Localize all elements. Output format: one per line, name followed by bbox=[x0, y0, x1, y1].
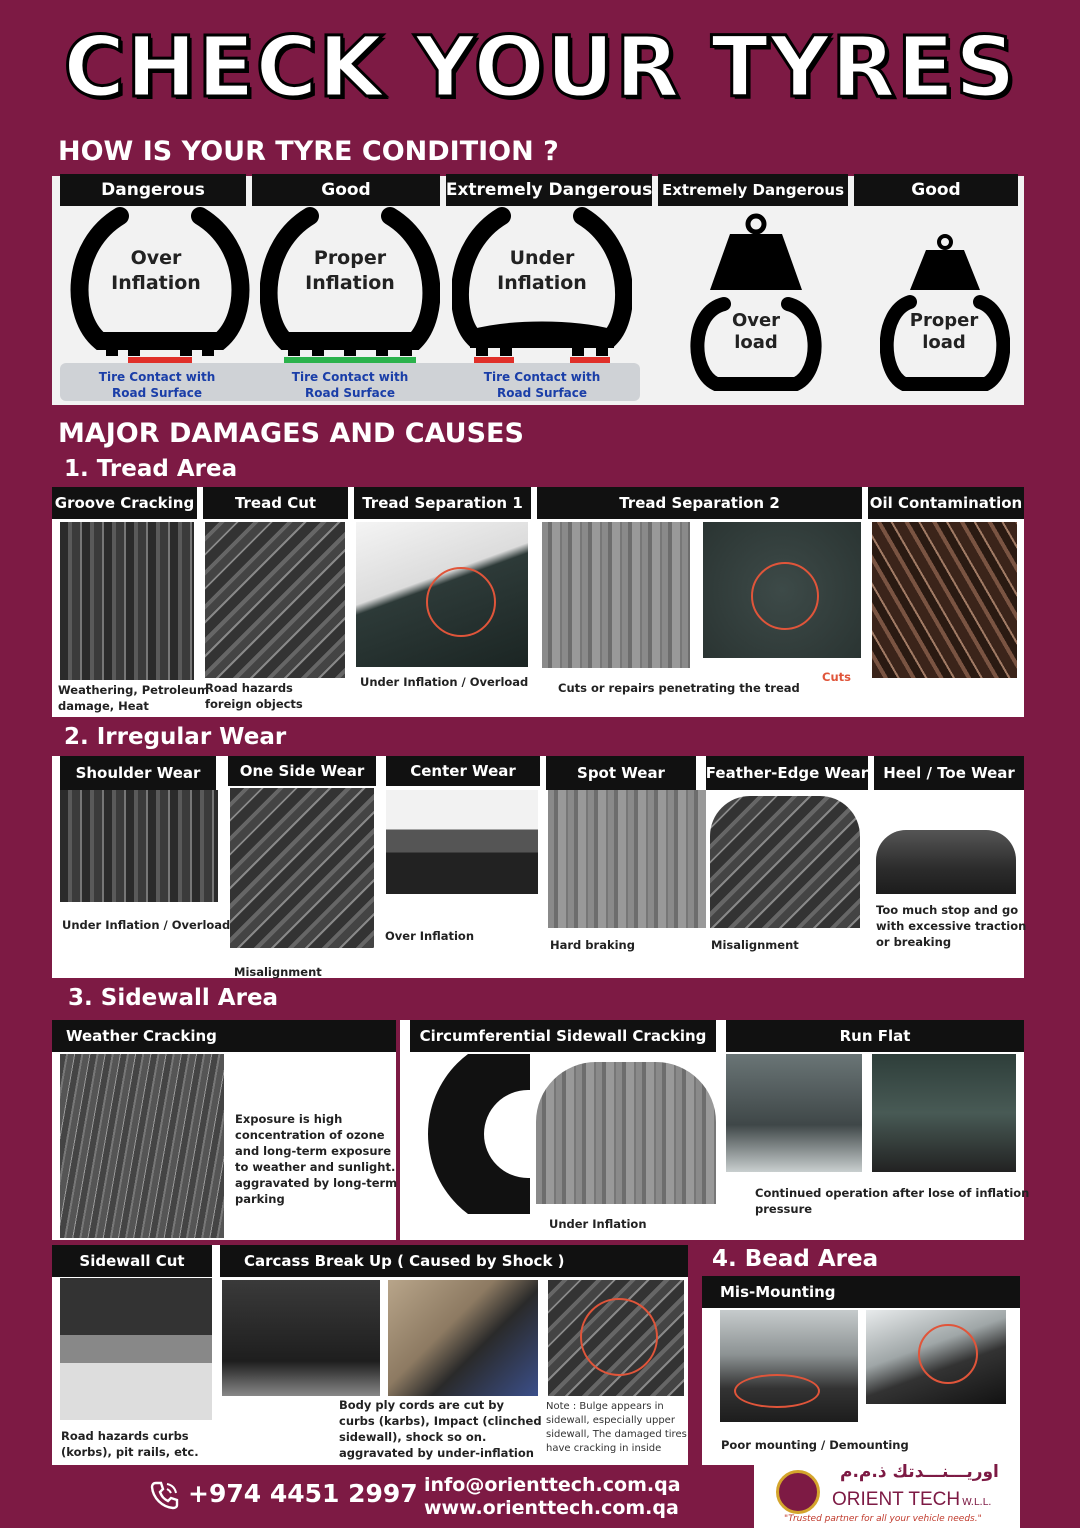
run-flat-photo-a bbox=[726, 1054, 862, 1172]
condition-status-under-inflation: Extremely Dangerous bbox=[446, 174, 652, 206]
weather-cracking-cause-4: to weather and sunlight. bbox=[235, 1160, 396, 1174]
carcass-photo-b bbox=[388, 1280, 538, 1396]
tread-cut-photo bbox=[205, 522, 345, 678]
weather-cracking-cause-5: aggravated by long-term bbox=[235, 1176, 398, 1190]
shoulder-wear-photo bbox=[60, 790, 218, 902]
contact-label-2a: Tire Contact with bbox=[291, 370, 409, 384]
label-feather-edge-wear: Feather-Edge Wear bbox=[706, 756, 868, 790]
under-inflation-line1: Under bbox=[509, 247, 575, 269]
contact-label-3b: Road Surface bbox=[496, 386, 588, 400]
label-tread-separation-2: Tread Separation 2 bbox=[537, 487, 862, 519]
footer-email[interactable]: info@orienttech.com.qa bbox=[424, 1474, 681, 1496]
weather-cracking-cause-3: and long-term exposure bbox=[235, 1144, 392, 1158]
irregular-heading: 2. Irregular Wear bbox=[64, 724, 287, 750]
feather-edge-wear-photo bbox=[710, 796, 860, 928]
tread-separation-2-photo-b bbox=[703, 522, 861, 658]
label-shoulder-wear: Shoulder Wear bbox=[60, 756, 216, 790]
label-one-side-wear: One Side Wear bbox=[228, 756, 376, 786]
label-center-wear: Center Wear bbox=[386, 756, 540, 786]
sidewall-cut-cause-1: Road hazards curbs bbox=[61, 1429, 189, 1443]
carcass-photo-c bbox=[548, 1280, 684, 1396]
carcass-note-2: sidewall, especially upper bbox=[546, 1415, 675, 1426]
cuts-label: Cuts bbox=[822, 670, 851, 684]
run-flat-cause-2: pressure bbox=[755, 1202, 813, 1216]
circumferential-cracking-photo bbox=[536, 1062, 716, 1204]
contact-label-2b: Road Surface bbox=[304, 386, 396, 400]
groove-cracking-cause-1: Weathering, Petroleum bbox=[58, 683, 209, 697]
run-flat-photo-b bbox=[872, 1054, 1016, 1172]
label-heel-toe-wear: Heel / Toe Wear bbox=[874, 756, 1024, 790]
groove-cracking-cause-2: damage, Heat bbox=[58, 699, 149, 713]
damages-heading: MAJOR DAMAGES AND CAUSES bbox=[58, 418, 524, 449]
overload-line2: load bbox=[734, 332, 778, 353]
footer-website[interactable]: www.orienttech.com.qa bbox=[424, 1497, 679, 1519]
tread-heading: 1. Tread Area bbox=[64, 456, 238, 482]
label-spot-wear: Spot Wear bbox=[546, 756, 696, 790]
circumferential-cracking-cause: Under Inflation bbox=[549, 1217, 647, 1231]
condition-heading: HOW IS YOUR TYRE CONDITION ? bbox=[58, 136, 559, 167]
tread-separation-2-cause: Cuts or repairs penetrating the tread bbox=[558, 681, 800, 695]
one-side-wear-cause: Misalignment bbox=[234, 965, 322, 979]
overload-weight-icon bbox=[690, 212, 824, 394]
sidewall-tire-photo bbox=[410, 1054, 530, 1214]
proper-inflation-line1: Proper bbox=[313, 247, 387, 269]
mis-mounting-cause: Poor mounting / Demounting bbox=[721, 1438, 909, 1452]
over-inflation-line2: Inflation bbox=[111, 272, 201, 294]
under-inflation-line2: Inflation bbox=[497, 272, 587, 294]
label-run-flat: Run Flat bbox=[726, 1020, 1024, 1052]
over-inflation-line1: Over bbox=[130, 247, 182, 269]
heel-toe-wear-cause-1: Too much stop and go bbox=[876, 903, 1019, 917]
proper-inflation-line2: Inflation bbox=[305, 272, 395, 294]
center-wear-cause: Over Inflation bbox=[385, 929, 475, 943]
carcass-cause-3: sidewall), shock so on. bbox=[339, 1430, 487, 1444]
tread-separation-1-cause: Under Inflation / Overload bbox=[360, 675, 529, 689]
label-oil-contamination: Oil Contamination bbox=[868, 487, 1024, 519]
shoulder-wear-cause: Under Inflation / Overload bbox=[62, 918, 231, 932]
label-mis-mounting: Mis-Mounting bbox=[702, 1276, 1020, 1308]
proper-load-line2: load bbox=[922, 332, 966, 353]
carcass-note-3: sidewall, The damaged tires bbox=[546, 1429, 687, 1440]
contact-label-1a: Tire Contact with bbox=[98, 370, 216, 384]
carcass-cause-1: Body ply cords are cut by bbox=[339, 1398, 505, 1412]
phone-icon bbox=[150, 1480, 180, 1510]
carcass-cause-4: aggravated by under-inflation bbox=[339, 1446, 534, 1460]
logo-suffix: W.L.L. bbox=[962, 1497, 992, 1508]
spot-wear-photo bbox=[548, 790, 706, 928]
weather-cracking-photo bbox=[60, 1054, 224, 1238]
logo-tagline: "Trusted partner for all your vehicle needs." bbox=[784, 1514, 982, 1524]
overload-line1: Over bbox=[731, 310, 781, 331]
weather-cracking-cause-6: parking bbox=[235, 1192, 285, 1206]
weather-cracking-cause-2: concentration of ozone bbox=[235, 1128, 385, 1142]
carcass-note-1: Note : Bulge appears in bbox=[546, 1401, 664, 1412]
sidewall-cut-cause-2: (korbs), pit rails, etc. bbox=[61, 1445, 199, 1459]
sidewall-heading: 3. Sidewall Area bbox=[68, 985, 279, 1011]
logo-emblem bbox=[776, 1470, 820, 1514]
heel-toe-wear-cause-3: or breaking bbox=[876, 935, 952, 949]
condition-status-proper-inflation: Good bbox=[252, 174, 440, 206]
center-wear-photo bbox=[386, 790, 538, 894]
label-carcass-break-up: Carcass Break Up ( Caused by Shock ) bbox=[220, 1245, 688, 1277]
condition-status-proper-load: Good bbox=[854, 174, 1018, 206]
tread-cut-cause-2: foreign objects bbox=[205, 697, 303, 711]
page-title: CHECK YOUR TYRES bbox=[63, 18, 1017, 116]
mis-mounting-photo-a bbox=[720, 1310, 858, 1422]
heel-toe-wear-photo bbox=[876, 830, 1016, 894]
sidewall-cut-photo bbox=[60, 1278, 212, 1420]
logo-name: ORIENT TECH bbox=[832, 1489, 961, 1510]
carcass-cause-2: curbs (karbs), Impact (clinched bbox=[339, 1414, 542, 1428]
run-flat-cause-1: Continued operation after lose of inflation bbox=[755, 1186, 1030, 1200]
label-tread-cut: Tread Cut bbox=[203, 487, 348, 519]
label-circumferential-sidewall-cracking: Circumferential Sidewall Cracking bbox=[410, 1020, 716, 1052]
feather-edge-wear-cause: Misalignment bbox=[711, 938, 799, 952]
logo-arabic-text: اوريـــنـــدتك ذ.م.م bbox=[840, 1462, 999, 1482]
carcass-photo-a bbox=[222, 1280, 380, 1396]
carcass-note-4: have cracking in inside bbox=[546, 1443, 662, 1454]
heel-toe-wear-cause-2: with excessive traction bbox=[876, 919, 1027, 933]
proper-load-line1: Proper bbox=[909, 310, 979, 331]
condition-status-over-load: Extremely Dangerous bbox=[658, 174, 848, 206]
contact-label-3a: Tire Contact with bbox=[483, 370, 601, 384]
contact-label-1b: Road Surface bbox=[111, 386, 203, 400]
footer-phone[interactable]: +974 4451 2997 bbox=[188, 1479, 418, 1508]
mis-mounting-photo-b bbox=[866, 1310, 1006, 1404]
oil-contamination-photo bbox=[872, 522, 1017, 678]
condition-status-over-inflation: Dangerous bbox=[60, 174, 246, 206]
bead-heading: 4. Bead Area bbox=[712, 1246, 879, 1272]
label-tread-separation-1: Tread Separation 1 bbox=[354, 487, 531, 519]
tread-cut-cause-1: Road hazards bbox=[205, 681, 293, 695]
label-weather-cracking: Weather Cracking bbox=[52, 1020, 396, 1052]
tread-separation-1-photo bbox=[356, 522, 528, 667]
weather-cracking-cause-1: Exposure is high bbox=[235, 1112, 343, 1126]
label-sidewall-cut: Sidewall Cut bbox=[52, 1245, 212, 1277]
groove-cracking-photo bbox=[60, 522, 194, 680]
one-side-wear-photo bbox=[230, 788, 374, 948]
label-groove-cracking: Groove Cracking bbox=[52, 487, 197, 519]
spot-wear-cause: Hard braking bbox=[550, 938, 635, 952]
tread-separation-2-photo-a bbox=[542, 522, 690, 668]
